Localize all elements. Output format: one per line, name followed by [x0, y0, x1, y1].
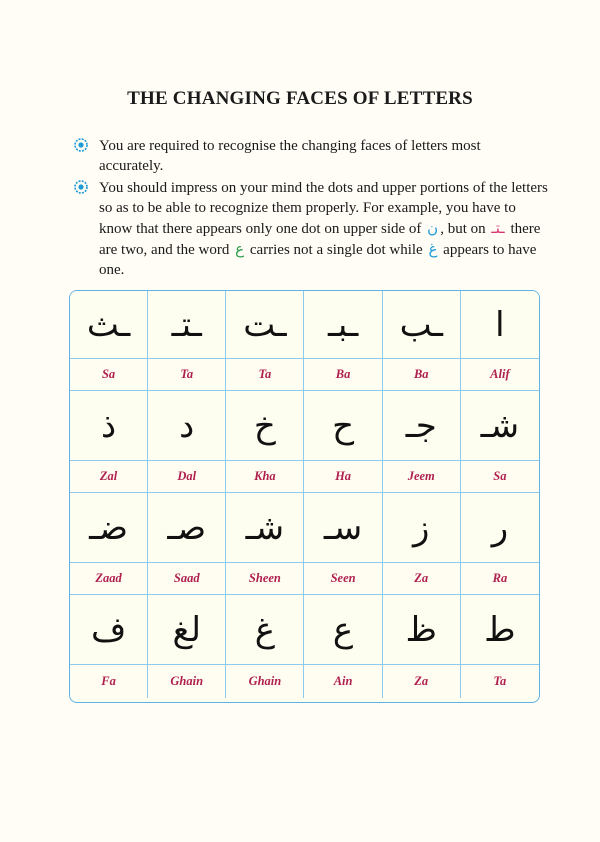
- letter-cell: [304, 595, 382, 665]
- flower-bullet-icon: [74, 138, 88, 152]
- letter-cell: [304, 391, 382, 461]
- arabic-letter: ظ: [405, 609, 437, 650]
- letter-cell: [148, 291, 226, 359]
- arabic-letter: صـ: [167, 507, 207, 548]
- arabic-letter: غ: [254, 609, 276, 650]
- name-cell: [304, 461, 382, 493]
- arabic-letter: جـ: [405, 405, 437, 446]
- letter-cell: [304, 493, 382, 563]
- letter-cell: [383, 493, 461, 563]
- name-cell: [226, 359, 304, 391]
- letter-cell: [148, 493, 226, 563]
- arabic-letter: ح: [332, 405, 355, 446]
- letter-name: Ghain: [248, 674, 282, 688]
- arabic-letter: ـث: [86, 304, 131, 345]
- letter-name: Za: [414, 571, 429, 585]
- name-cell: [461, 461, 539, 493]
- name-cell: [226, 665, 304, 698]
- letter-cell: [70, 595, 148, 665]
- bullet-text: appears to have one.: [99, 242, 537, 278]
- name-cell: [226, 563, 304, 595]
- letter-name: Dal: [177, 469, 197, 483]
- example-letter-ta: ـتـ: [491, 219, 505, 237]
- arabic-letter: ـت: [243, 304, 287, 345]
- letter-cell: [148, 391, 226, 461]
- arabic-letter: ا: [495, 304, 505, 345]
- letter-cell: [70, 291, 148, 359]
- letter-name: Fa: [101, 674, 116, 688]
- example-letter-noon: ن: [427, 219, 439, 237]
- letter-cell: [304, 291, 382, 359]
- name-cell: [70, 665, 148, 698]
- letter-name: Sheen: [248, 571, 281, 585]
- letter-cell: [70, 391, 148, 461]
- name-cell: [70, 359, 148, 391]
- letter-cell: [461, 493, 539, 563]
- arabic-letter: ز: [413, 507, 430, 548]
- letter-name: Ra: [492, 571, 508, 585]
- arabic-letter: ـبـ: [327, 304, 359, 345]
- letter-name: Ta: [180, 367, 194, 381]
- arabic-letter: ع: [332, 609, 354, 650]
- bullet-text: , but on: [440, 221, 486, 237]
- arabic-letter: د: [179, 405, 195, 446]
- letter-name: Zaad: [95, 571, 122, 585]
- letter-cell: [383, 595, 461, 665]
- name-cell: [304, 665, 382, 698]
- letter-name: Ain: [333, 674, 353, 688]
- letter-name: Seen: [330, 571, 356, 585]
- letter-cell: [461, 595, 539, 665]
- arabic-letter: ر: [491, 507, 509, 548]
- letter-cell: [226, 493, 304, 563]
- name-cell: [461, 665, 539, 698]
- arabic-letter: ف: [90, 609, 127, 650]
- name-cell: [148, 563, 226, 595]
- letter-cell: [461, 391, 539, 461]
- arabic-letter: شـ: [245, 507, 285, 548]
- letter-cell: [70, 493, 148, 563]
- letter-name: Sa: [493, 469, 507, 483]
- letter-name: Zal: [99, 469, 118, 483]
- arabic-letter: ط: [484, 609, 516, 650]
- name-cell: [383, 563, 461, 595]
- letter-name: Kha: [254, 469, 276, 483]
- name-cell: [226, 461, 304, 493]
- letter-name: Jeem: [407, 469, 435, 483]
- letter-name: Za: [414, 674, 429, 688]
- flower-bullet-icon: [74, 180, 88, 194]
- name-cell: [304, 359, 382, 391]
- letter-name: Ba: [413, 367, 429, 381]
- name-cell: [70, 563, 148, 595]
- letter-name: Alif: [490, 367, 510, 381]
- arabic-letter: ضـ: [89, 507, 128, 548]
- arabic-letter: شـ: [480, 405, 520, 446]
- arabic-letter: سـ: [323, 507, 363, 548]
- letter-name: Ta: [493, 674, 507, 688]
- arabic-letter: خ: [253, 405, 276, 446]
- example-letter-ghain: غ: [428, 240, 438, 258]
- bullet-text: there are two, and the word: [99, 221, 541, 258]
- instruction-list: [72, 136, 548, 282]
- arabic-letter: ـب: [399, 304, 443, 345]
- name-cell: [383, 461, 461, 493]
- letter-name: Ta: [258, 367, 272, 381]
- bullet-item: [72, 178, 548, 280]
- name-cell: [148, 359, 226, 391]
- page-title: THE CHANGING FACES OF LETTERS: [127, 88, 473, 109]
- name-cell: [461, 359, 539, 391]
- arabic-letter: لغ: [172, 609, 201, 650]
- letter-name: Sa: [101, 367, 116, 381]
- letter-cell: [383, 291, 461, 359]
- bullet-item: [72, 136, 548, 176]
- letters-table: [69, 290, 540, 703]
- bullet-text: carries not a single dot while: [249, 242, 423, 258]
- letter-name: Saad: [173, 571, 200, 585]
- letter-name: Ba: [335, 367, 351, 381]
- bullet-text: You should impress on your mind the dots and upper portions of the letters so as to be able to recognize them properly. For example, you have to know that there appears only one dot on upper side of: [99, 180, 548, 237]
- name-cell: [70, 461, 148, 493]
- letter-name: Ha: [335, 469, 352, 483]
- letter-name: Ghain: [170, 674, 204, 688]
- example-letter-ain: ع: [235, 240, 245, 258]
- name-cell: [461, 563, 539, 595]
- letter-cell: [383, 391, 461, 461]
- letter-cell: [226, 291, 304, 359]
- letter-cell: [148, 595, 226, 665]
- name-cell: [148, 461, 226, 493]
- arabic-letter: ـتـ: [171, 304, 202, 345]
- letter-cell: [226, 391, 304, 461]
- name-cell: [148, 665, 226, 698]
- name-cell: [383, 359, 461, 391]
- name-cell: [304, 563, 382, 595]
- letter-cell: [461, 291, 539, 359]
- name-cell: [383, 665, 461, 698]
- arabic-letter: ذ: [101, 405, 117, 446]
- bullet-text: You are required to recognise the changing faces of letters most accurately.: [99, 138, 481, 174]
- letter-cell: [226, 595, 304, 665]
